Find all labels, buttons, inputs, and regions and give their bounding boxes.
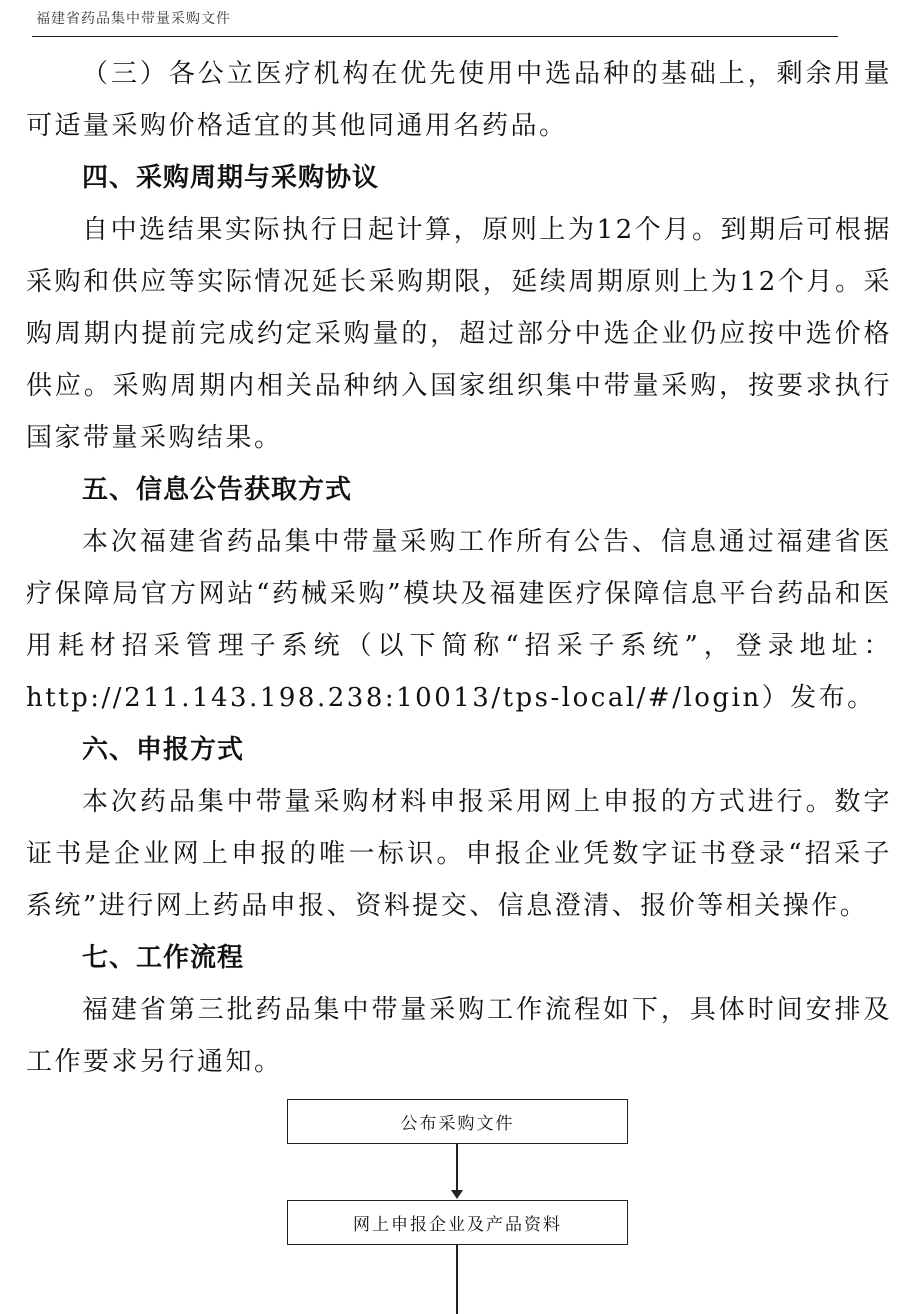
header-divider [32, 36, 838, 37]
section3-item-paragraph: （三）各公立医疗机构在优先使用中选品种的基础上，剩余用量可适量采购价格适宜的其他同通用名药品。 [26, 59, 892, 141]
section7-paragraph: 福建省第三批药品集中带量采购工作流程如下，具体时间安排及工作要求另行通知。 [26, 995, 892, 1077]
page-header: 福建省药品集中带量采购文件 [36, 11, 231, 27]
section4-paragraph: 自中选结果实际执行日起计算，原则上为12个月。到期后可根据采购和供应等实际情况延长采购期限，延续周期原则上为12个月。采购周期内提前完成约定采购量的，超过部分中选企业仍应按中选价格供应。采购周期内相关品种纳入国家组织集中带量采购，按要求执行国家带量采购结果。 [26, 215, 892, 453]
flow-arrow-down-icon [450, 1245, 464, 1314]
flow-step-publish-documents: 公布采购文件 [287, 1099, 628, 1144]
section4-heading: 四、采购周期与采购协议 [82, 163, 380, 193]
section6-heading: 六、申报方式 [82, 735, 245, 765]
flow-step-online-submission: 网上申报企业及产品资料 [287, 1200, 628, 1245]
section5-paragraph: 本次福建省药品集中带量采购工作所有公告、信息通过福建省医疗保障局官方网站“药械采购”模块及福建医疗保障信息平台药品和医用耗材招采管理子系统（以下简称“招采子系统”，登录地址：http://211.143.198.238:10013/tps-local/#/login）发布。 [26, 527, 892, 713]
section5-heading: 五、信息公告获取方式 [82, 475, 353, 505]
flow-arrow-down-icon [450, 1144, 464, 1200]
section7-heading: 七、工作流程 [82, 943, 245, 973]
section6-paragraph: 本次药品集中带量采购材料申报采用网上申报的方式进行。数字证书是企业网上申报的唯一标识。申报企业凭数字证书登录“招采子系统”进行网上药品申报、资料提交、信息澄清、报价等相关操作。 [26, 787, 892, 921]
document-body [26, 48, 892, 1088]
